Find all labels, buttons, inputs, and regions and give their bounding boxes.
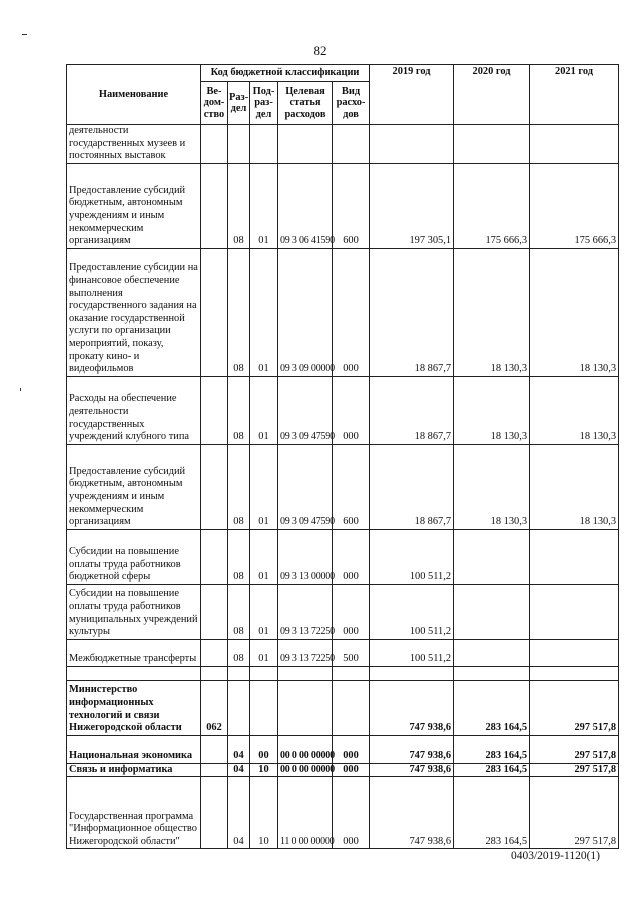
cell-2020: 283 164,5 bbox=[454, 777, 530, 849]
header-razdel: Раз- дел bbox=[228, 82, 250, 125]
table-row bbox=[67, 666, 619, 680]
cell-vid: 000 bbox=[333, 584, 370, 639]
cell-2020: 175 666,3 bbox=[454, 163, 530, 248]
cell-2020: 18 130,3 bbox=[454, 444, 530, 529]
cell-vedomstvo bbox=[201, 666, 228, 680]
cell-celevaya: 09 3 13 72250 bbox=[278, 639, 333, 666]
cell-vedomstvo bbox=[201, 125, 228, 164]
cell-2021: 18 130,3 bbox=[530, 376, 619, 444]
cell-razdel: 08 bbox=[228, 444, 250, 529]
cell-razdel: 08 bbox=[228, 584, 250, 639]
cell-razdel: 08 bbox=[228, 376, 250, 444]
cell-vid: 000 bbox=[333, 248, 370, 376]
cell-2020: 283 164,5 bbox=[454, 735, 530, 763]
cell-vedomstvo: 062 bbox=[201, 680, 228, 735]
cell-name: Государственная программа "Информационное общество Нижегородской области" bbox=[67, 777, 201, 849]
cell-razdel: 04 bbox=[228, 763, 250, 777]
cell-2020 bbox=[454, 666, 530, 680]
header-2019: 2019 год bbox=[370, 65, 454, 125]
table-row bbox=[67, 529, 619, 584]
cell-2019: 18 867,7 bbox=[370, 444, 454, 529]
cell-celevaya: 09 3 06 41590 bbox=[278, 163, 333, 248]
cell-podrazdel bbox=[250, 125, 278, 164]
cell-name: Национальная экономика bbox=[67, 735, 201, 763]
table-row bbox=[67, 777, 619, 849]
cell-name: Связь и информатика bbox=[67, 763, 201, 777]
cell-2021: 297 517,8 bbox=[530, 680, 619, 735]
cell-name: Расходы на обеспечение деятельности государственных учреждений клубного типа bbox=[67, 376, 201, 444]
header-name: Наименование bbox=[67, 65, 201, 125]
header-celevaya: Целевая статья расходов bbox=[278, 82, 333, 125]
cell-2021: 297 517,8 bbox=[530, 777, 619, 849]
cell-2021 bbox=[530, 639, 619, 666]
cell-vid: 000 bbox=[333, 376, 370, 444]
cell-podrazdel: 10 bbox=[250, 763, 278, 777]
cell-2020 bbox=[454, 529, 530, 584]
cell-2020 bbox=[454, 639, 530, 666]
cell-podrazdel: 01 bbox=[250, 248, 278, 376]
cell-name: Министерство информационных технологий и связи Нижегородской области bbox=[67, 680, 201, 735]
table-row bbox=[67, 763, 619, 777]
cell-podrazdel: 01 bbox=[250, 584, 278, 639]
cell-2019: 100 511,2 bbox=[370, 529, 454, 584]
cell-vid bbox=[333, 680, 370, 735]
cell-celevaya: 09 3 09 00000 bbox=[278, 248, 333, 376]
cell-2019: 197 305,1 bbox=[370, 163, 454, 248]
header-vid: Вид расхо- дов bbox=[333, 82, 370, 125]
header-code-group: Код бюджетной классификации bbox=[201, 65, 370, 82]
table-row bbox=[67, 680, 619, 735]
header-vedomstvo: Ве- дом- ство bbox=[201, 82, 228, 125]
cell-2020: 18 130,3 bbox=[454, 376, 530, 444]
scan-mark bbox=[22, 34, 27, 35]
cell-2021: 18 130,3 bbox=[530, 444, 619, 529]
cell-razdel: 08 bbox=[228, 163, 250, 248]
cell-razdel bbox=[228, 666, 250, 680]
header-2021: 2021 год bbox=[530, 65, 619, 125]
cell-vid: 000 bbox=[333, 735, 370, 763]
scan-mark bbox=[20, 388, 21, 391]
cell-razdel: 08 bbox=[228, 639, 250, 666]
cell-2019: 747 938,6 bbox=[370, 735, 454, 763]
cell-celevaya: 11 0 00 00000 bbox=[278, 777, 333, 849]
cell-razdel: 04 bbox=[228, 777, 250, 849]
table-row bbox=[67, 584, 619, 639]
cell-name: Предоставление субсидий бюджетным, автономным учреждениям и иным некоммерческим организациям bbox=[67, 444, 201, 529]
page-number: 82 bbox=[313, 43, 327, 58]
cell-vedomstvo bbox=[201, 248, 228, 376]
cell-2019: 747 938,6 bbox=[370, 763, 454, 777]
cell-name: Межбюджетные трансферты bbox=[67, 639, 201, 666]
cell-2020: 283 164,5 bbox=[454, 763, 530, 777]
cell-vid: 000 bbox=[333, 763, 370, 777]
cell-vid: 000 bbox=[333, 777, 370, 849]
cell-podrazdel bbox=[250, 666, 278, 680]
cell-name: деятельности государственных музеев и постоянных выставок bbox=[67, 125, 201, 164]
cell-2021 bbox=[530, 529, 619, 584]
cell-celevaya: 09 3 09 47590 bbox=[278, 376, 333, 444]
cell-celevaya: 00 0 00 00000 bbox=[278, 735, 333, 763]
cell-2020 bbox=[454, 125, 530, 164]
cell-name bbox=[67, 666, 201, 680]
table-row bbox=[67, 444, 619, 529]
table-row bbox=[67, 125, 619, 164]
cell-vid bbox=[333, 125, 370, 164]
cell-celevaya: 09 3 13 72250 bbox=[278, 584, 333, 639]
cell-name: Субсидии на повышение оплаты труда работников муниципальных учреждений культуры bbox=[67, 584, 201, 639]
cell-celevaya: 09 3 13 00000 bbox=[278, 529, 333, 584]
cell-celevaya bbox=[278, 666, 333, 680]
cell-celevaya bbox=[278, 680, 333, 735]
cell-2020: 18 130,3 bbox=[454, 248, 530, 376]
cell-celevaya bbox=[278, 125, 333, 164]
document-code: 0403/2019-1120(1) bbox=[510, 850, 600, 862]
header-podrazdel: Под- раз- дел bbox=[250, 82, 278, 125]
header-2020: 2020 год bbox=[454, 65, 530, 125]
cell-vedomstvo bbox=[201, 735, 228, 763]
cell-2020: 283 164,5 bbox=[454, 680, 530, 735]
cell-podrazdel: 00 bbox=[250, 735, 278, 763]
table-row bbox=[67, 376, 619, 444]
cell-celevaya: 09 3 09 47590 bbox=[278, 444, 333, 529]
table-row bbox=[67, 735, 619, 763]
cell-podrazdel: 01 bbox=[250, 163, 278, 248]
cell-2019 bbox=[370, 125, 454, 164]
cell-vedomstvo bbox=[201, 639, 228, 666]
cell-2019: 18 867,7 bbox=[370, 248, 454, 376]
cell-vid: 600 bbox=[333, 163, 370, 248]
cell-2021: 18 130,3 bbox=[530, 248, 619, 376]
cell-2021: 297 517,8 bbox=[530, 763, 619, 777]
cell-2021: 297 517,8 bbox=[530, 735, 619, 763]
cell-2019: 18 867,7 bbox=[370, 376, 454, 444]
cell-vedomstvo bbox=[201, 163, 228, 248]
cell-podrazdel: 01 bbox=[250, 376, 278, 444]
cell-2021 bbox=[530, 125, 619, 164]
cell-name: Предоставление субсидии на финансовое обеспечение выполнения государственного задания на оказание государственной услуги по организации мероприятий, показу, прокату кино- и видеофильмов bbox=[67, 248, 201, 376]
cell-2020 bbox=[454, 584, 530, 639]
cell-razdel bbox=[228, 680, 250, 735]
cell-podrazdel: 01 bbox=[250, 639, 278, 666]
cell-podrazdel: 10 bbox=[250, 777, 278, 849]
cell-name: Предоставление субсидий бюджетным, автономным учреждениям и иным некоммерческим организациям bbox=[67, 163, 201, 248]
cell-name: Субсидии на повышение оплаты труда работников бюджетной сферы bbox=[67, 529, 201, 584]
cell-2019: 747 938,6 bbox=[370, 777, 454, 849]
table-row bbox=[67, 248, 619, 376]
cell-2019 bbox=[370, 666, 454, 680]
table-row bbox=[67, 639, 619, 666]
cell-podrazdel: 01 bbox=[250, 529, 278, 584]
cell-vid: 000 bbox=[333, 529, 370, 584]
cell-razdel: 08 bbox=[228, 248, 250, 376]
cell-celevaya: 00 0 00 00000 bbox=[278, 763, 333, 777]
cell-razdel: 04 bbox=[228, 735, 250, 763]
cell-vedomstvo bbox=[201, 777, 228, 849]
cell-2019: 100 511,2 bbox=[370, 584, 454, 639]
cell-vid bbox=[333, 666, 370, 680]
cell-podrazdel bbox=[250, 680, 278, 735]
cell-2021 bbox=[530, 666, 619, 680]
cell-podrazdel: 01 bbox=[250, 444, 278, 529]
cell-2019: 747 938,6 bbox=[370, 680, 454, 735]
cell-razdel bbox=[228, 125, 250, 164]
budget-table bbox=[66, 64, 619, 849]
cell-2021: 175 666,3 bbox=[530, 163, 619, 248]
cell-vedomstvo bbox=[201, 763, 228, 777]
cell-razdel: 08 bbox=[228, 529, 250, 584]
cell-vedomstvo bbox=[201, 584, 228, 639]
cell-vid: 500 bbox=[333, 639, 370, 666]
cell-2019: 100 511,2 bbox=[370, 639, 454, 666]
table-row bbox=[67, 163, 619, 248]
cell-2021 bbox=[530, 584, 619, 639]
cell-vedomstvo bbox=[201, 376, 228, 444]
cell-vedomstvo bbox=[201, 529, 228, 584]
cell-vedomstvo bbox=[201, 444, 228, 529]
cell-vid: 600 bbox=[333, 444, 370, 529]
